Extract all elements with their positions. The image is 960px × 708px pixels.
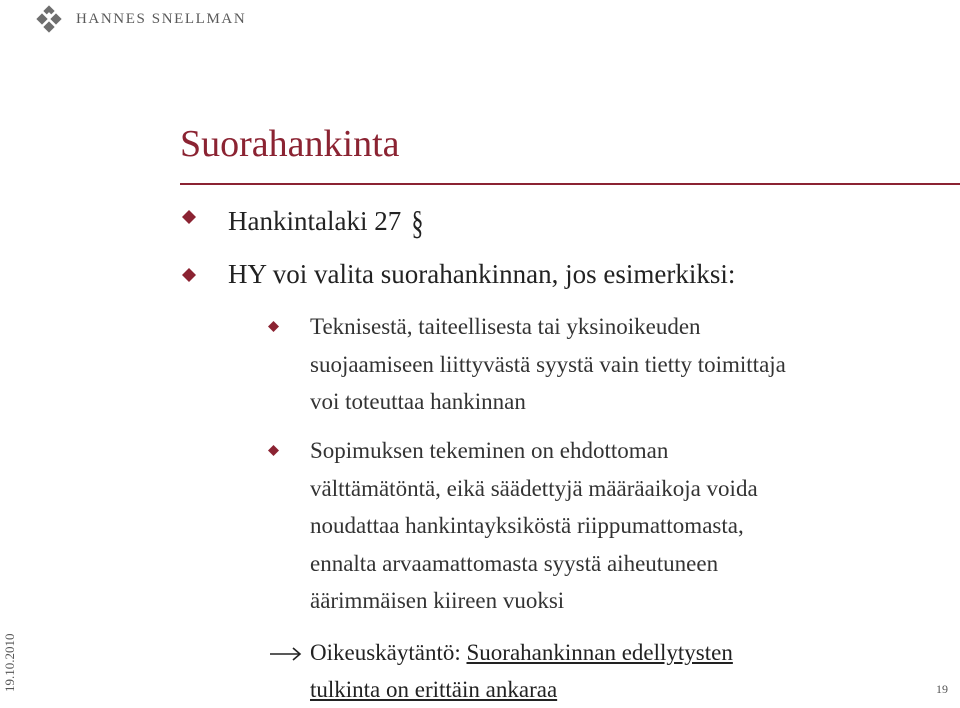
logo-text: HANNES SNELLMAN xyxy=(76,11,247,27)
sub-bullet-2-line: noudattaa hankintayksiköstä riippumattomasta, xyxy=(310,513,744,538)
diamond-bullet-icon xyxy=(182,210,196,224)
diamond-bullet-icon xyxy=(182,268,196,282)
section-sign: § xyxy=(411,205,424,242)
bullet-1-text: Hankintalaki 27 xyxy=(228,206,402,236)
right-arrow-icon xyxy=(268,634,304,671)
sub-bullet-2-line: Sopimuksen tekeminen on ehdottoman xyxy=(310,438,669,463)
diamond-bullet-icon xyxy=(268,321,279,332)
page-number: 19 xyxy=(936,682,948,696)
slide-date: 19.10.2010 xyxy=(2,633,17,692)
sub-bullet-1-line: voi toteuttaa hankinnan xyxy=(310,389,526,414)
title-divider xyxy=(180,183,960,185)
sub-bullet-2-line: äärimmäisen kiireen vuoksi xyxy=(310,588,565,613)
bullet-2-text: HY voi valita suorahankinnan, jos esimerkiksi: xyxy=(228,259,736,289)
sub-bullet-1-line: Teknisestä, taiteellisesta tai yksinoikeuden xyxy=(310,314,701,339)
case-law-link-line-1[interactable]: Suorahankinnan edellytysten xyxy=(466,640,733,665)
case-law-link-line-2[interactable]: tulkinta on erittäin ankaraa xyxy=(310,677,558,702)
sub-bullet-2-line: ennalta arvaamattomasta syystä aiheutuneen xyxy=(310,550,719,576)
diamond-bullet-icon xyxy=(268,445,279,456)
company-logo xyxy=(34,4,247,38)
sub-bullet-2-line: välttämätöntä, eikä säädettyjä määräaikoja voida xyxy=(310,475,758,501)
sub-bullet-1-line: suojaamiseen liittyvästä syystä vain tietty toimittaja xyxy=(310,351,786,377)
case-law-label: Oikeuskäytäntö: xyxy=(310,640,467,665)
logo-mark-icon xyxy=(34,4,74,38)
slide-title: Suorahankinta xyxy=(180,123,400,165)
